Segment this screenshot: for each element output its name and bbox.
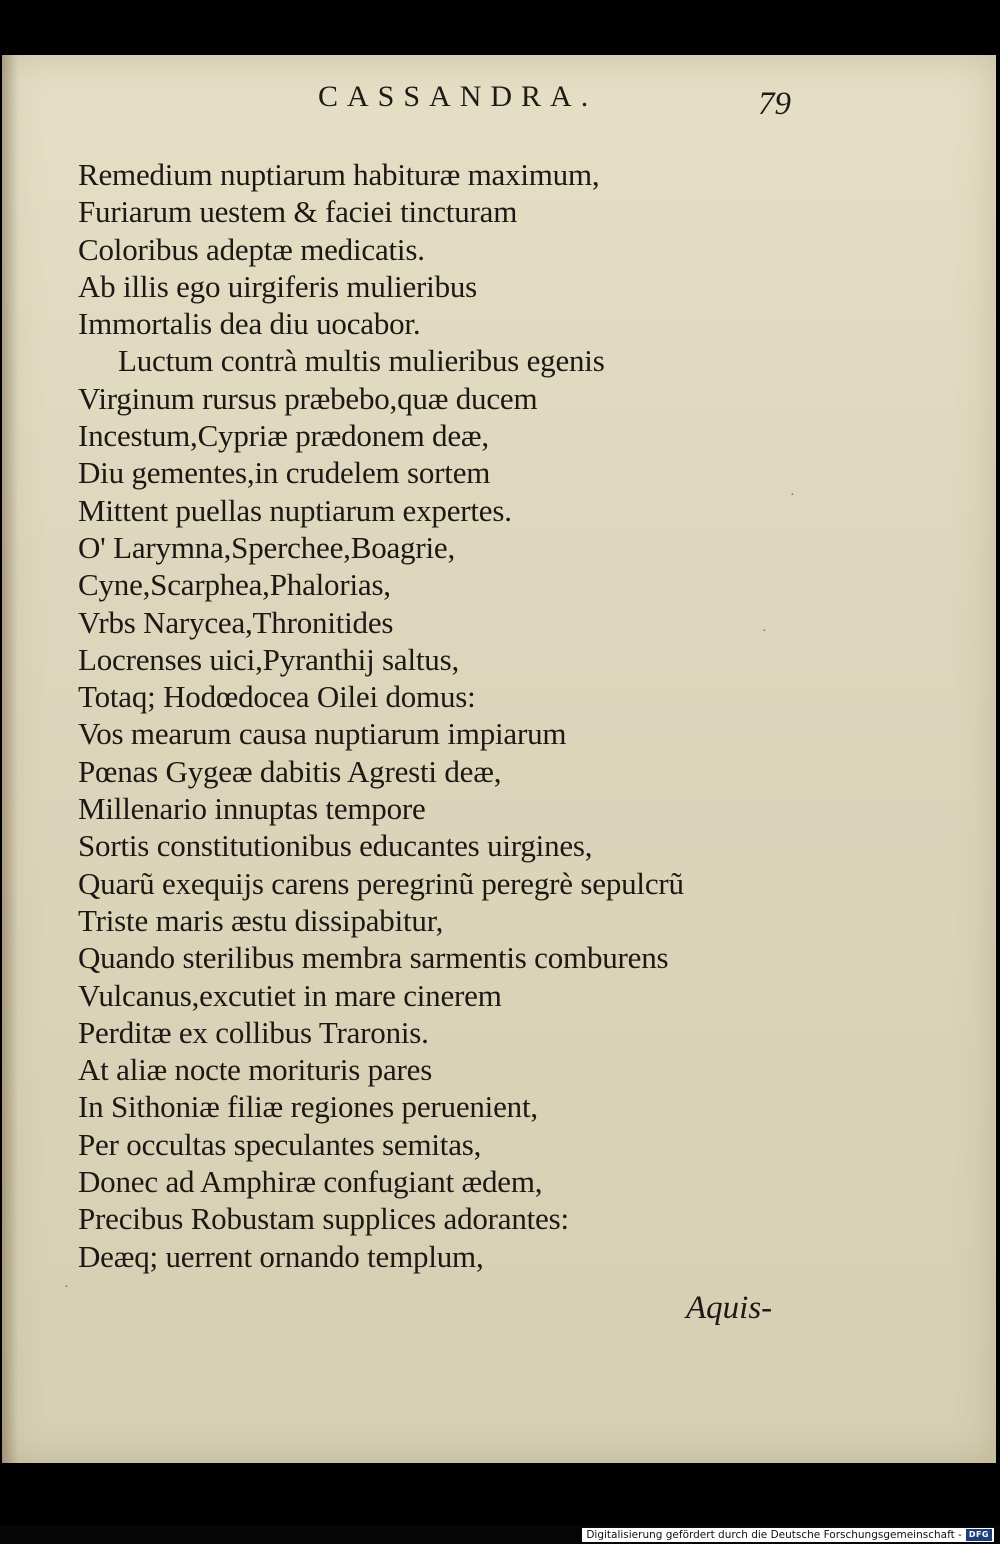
digitization-credit: [582, 1528, 994, 1542]
dfg-logo: DFG: [966, 1529, 992, 1541]
ink-speck: ·: [64, 1280, 69, 1295]
verse-line: Quando sterilibus membra sarmentis comburens: [78, 940, 669, 976]
verse-line: Triste maris æstu dissipabitur,: [78, 902, 444, 938]
page-gutter-shadow: [2, 55, 18, 1463]
verse-line: Ab illis ego uirgiferis mulieribus: [78, 268, 478, 304]
verse-line: O' Larymna,Sperchee,Boagrie,: [78, 529, 455, 565]
verse-line: Vrbs Narycea,Thronitides: [78, 604, 394, 640]
verse-line: Quarũ exequijs carens peregrinũ peregrè sepulcrũ: [78, 865, 684, 901]
verse-line: Millenario innuptas tempore: [78, 791, 426, 827]
verse-text: [78, 156, 684, 1275]
verse-line: Vos mearum causa nuptiarum impiarum: [78, 716, 567, 752]
verse-line: Luctum contrà multis mulieribus egenis: [118, 343, 605, 379]
verse-line: Virginum rursus præbebo,quæ ducem: [78, 380, 538, 416]
ink-speck: ·: [762, 624, 767, 639]
verse-line: Remedium nuptiarum habituræ maximum,: [78, 157, 600, 192]
page-number: 79: [758, 86, 791, 122]
verse-line: Perditæ ex collibus Traronis.: [78, 1014, 429, 1050]
verse-line: Cyne,Scarphea,Phalorias,: [78, 567, 391, 603]
verse-line: In Sithoniæ filiæ regiones peruenient,: [78, 1089, 538, 1125]
verse-line: Mittent puellas nuptiarum expertes.: [78, 492, 512, 528]
verse-line: Incestum,Cypriæ prædonem deæ,: [78, 418, 489, 454]
verse-line: Sortis constitutionibus educantes uirgines,: [78, 828, 593, 864]
verse-line: Vulcanus,excutiet in mare cinerem: [78, 977, 502, 1013]
verse-line: Locrenses uici,Pyranthij saltus,: [78, 641, 460, 677]
verse-line: Donec ad Amphiræ confugiant ædem,: [78, 1164, 543, 1200]
ink-speck: ·: [790, 488, 795, 503]
verse-line: Per occultas speculantes semitas,: [78, 1126, 482, 1162]
verse-line: Totaq; Hodœdocea Oilei domus:: [78, 679, 476, 715]
running-head: CASSANDRA.: [318, 80, 598, 113]
verse-line: Furiarum uestem & faciei tincturam: [78, 194, 518, 230]
catchword: Aquis-: [686, 1290, 773, 1326]
verse-line: Coloribus adeptæ medicatis.: [78, 231, 425, 267]
verse-line: Precibus Robustam supplices adorantes:: [78, 1201, 569, 1237]
verse-line: Deæq; uerrent ornando templum,: [78, 1238, 484, 1274]
verse-line: At aliæ nocte morituris pares: [78, 1052, 433, 1088]
verse-line: Diu gementes,in crudelem sortem: [78, 455, 491, 491]
verse-line: Immortalis dea diu uocabor.: [78, 306, 421, 342]
verse-line: Pœnas Gygeæ dabitis Agresti deæ,: [78, 753, 502, 789]
credit-text: Digitalisierung gefördert durch die Deutsche Forschungsgemeinschaft -: [586, 1529, 962, 1541]
